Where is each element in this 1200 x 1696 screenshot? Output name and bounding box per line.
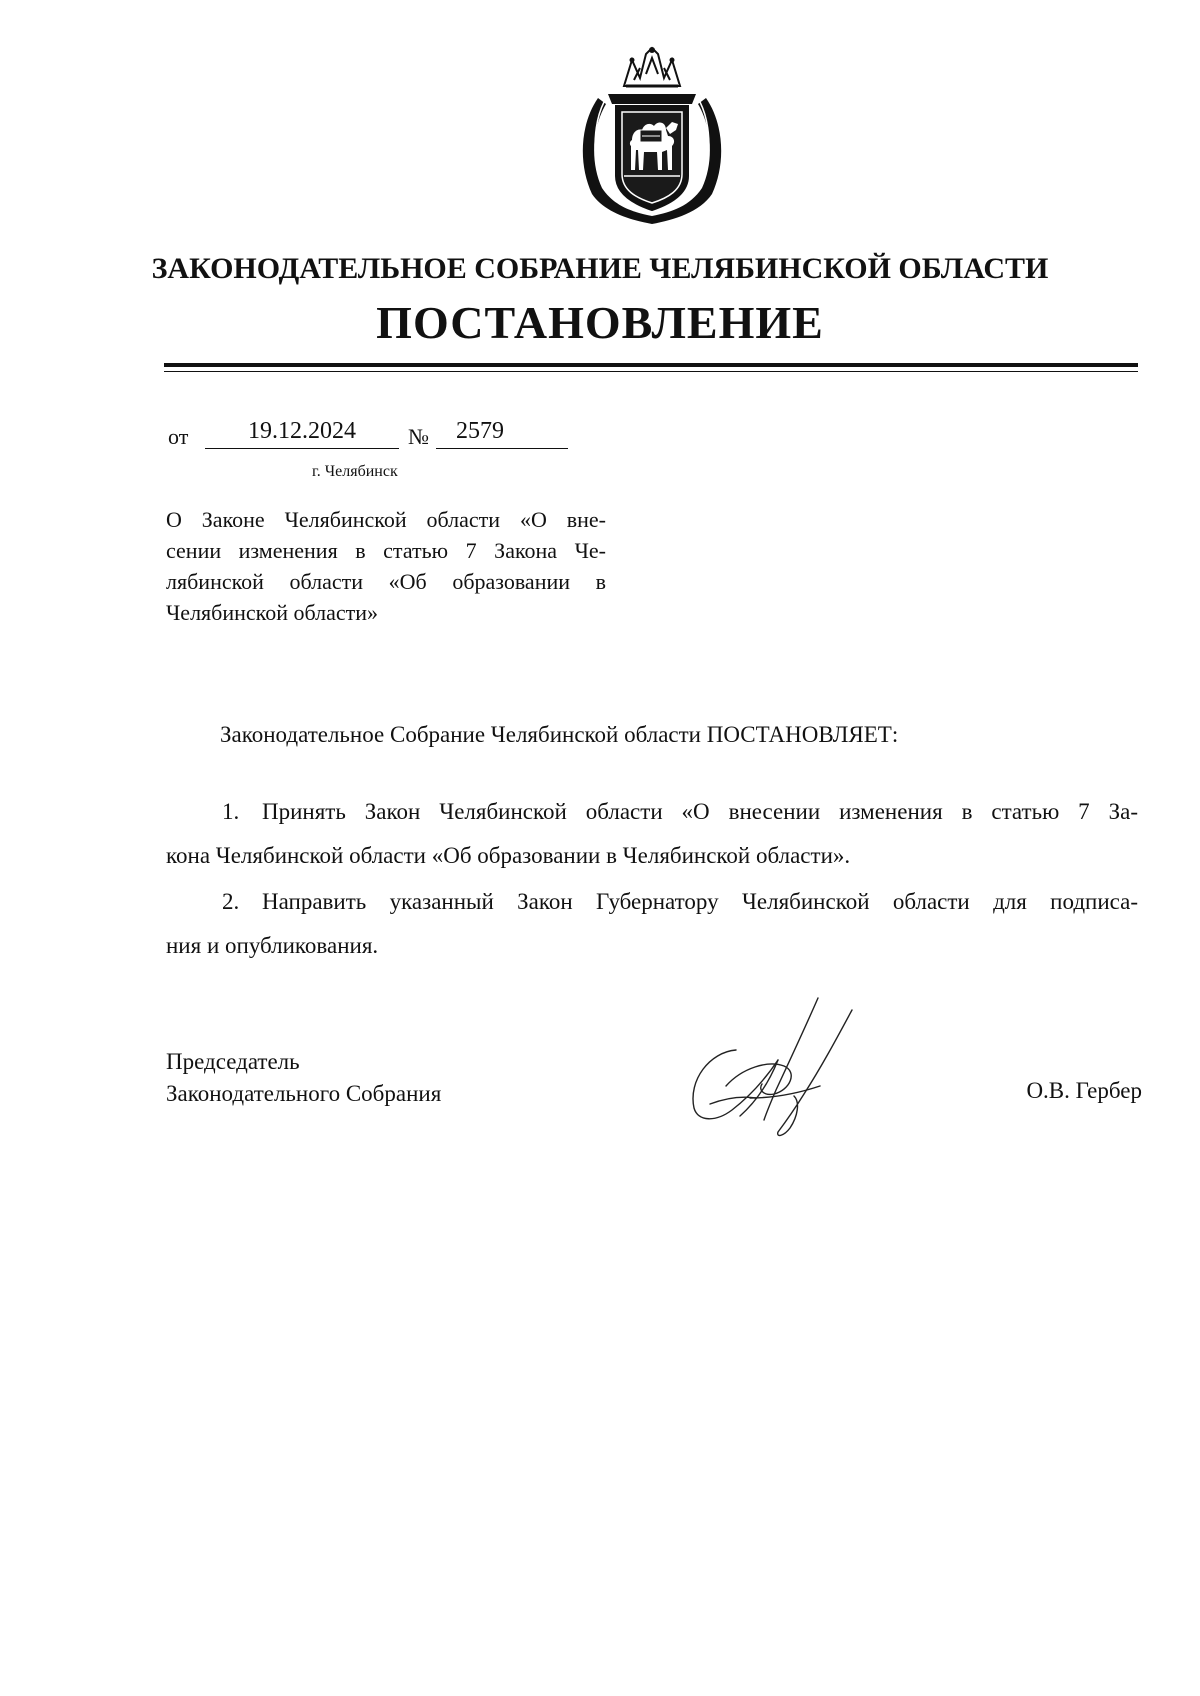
item-text-line: Направить указанный Закон Губернатору Челябинской области для подписа-	[262, 889, 1138, 914]
signer-position-line: Законодательного Собрания	[166, 1081, 442, 1106]
item-text-line: ния и опубликования.	[166, 933, 379, 958]
subject-line: лябинской области «Об образовании в	[166, 569, 606, 594]
document-number: 2579	[436, 418, 568, 449]
coat-of-arms-icon	[574, 44, 730, 228]
organization-title: ЗАКОНОДАТЕЛЬНОЕ СОБРАНИЕ ЧЕЛЯБИНСКОЙ ОБЛАСТИ	[151, 252, 1049, 285]
signer-position	[166, 1046, 441, 1110]
subject-line: сении изменения в статью 7 Закона Че-	[166, 538, 606, 563]
number-sign-label: №	[408, 424, 429, 449]
item-number: 2.	[222, 889, 240, 914]
subject-line: Челябинской области»	[166, 600, 379, 625]
subject-line: О Законе Челябинской области «О вне-	[166, 507, 606, 532]
resolution-preamble: Законодательное Собрание Челябинской области ПОСТАНОВЛЯЕТ:	[220, 722, 899, 747]
header-rule-thin	[164, 371, 1138, 372]
handwritten-signature-icon	[680, 990, 880, 1140]
item-number: 1.	[222, 799, 240, 824]
document-date: 19.12.2024	[205, 418, 399, 449]
document-type-title: ПОСТАНОВЛЕНИЕ	[376, 297, 824, 348]
item-text-line: Принять Закон Челябинской области «О внесении изменения в статью 7 За-	[262, 799, 1138, 824]
header-rule-thick	[164, 363, 1138, 367]
signer-name: О.В. Гербер	[1026, 1078, 1142, 1103]
document-subject	[166, 504, 606, 628]
resolution-item	[166, 880, 1138, 968]
item-text-line: кона Челябинской области «Об образовании в Челябинской области».	[166, 843, 851, 868]
issue-city: г. Челябинск	[312, 463, 398, 480]
resolution-item	[166, 790, 1138, 878]
date-from-label: от	[168, 424, 189, 449]
signer-position-line: Председатель	[166, 1049, 300, 1074]
